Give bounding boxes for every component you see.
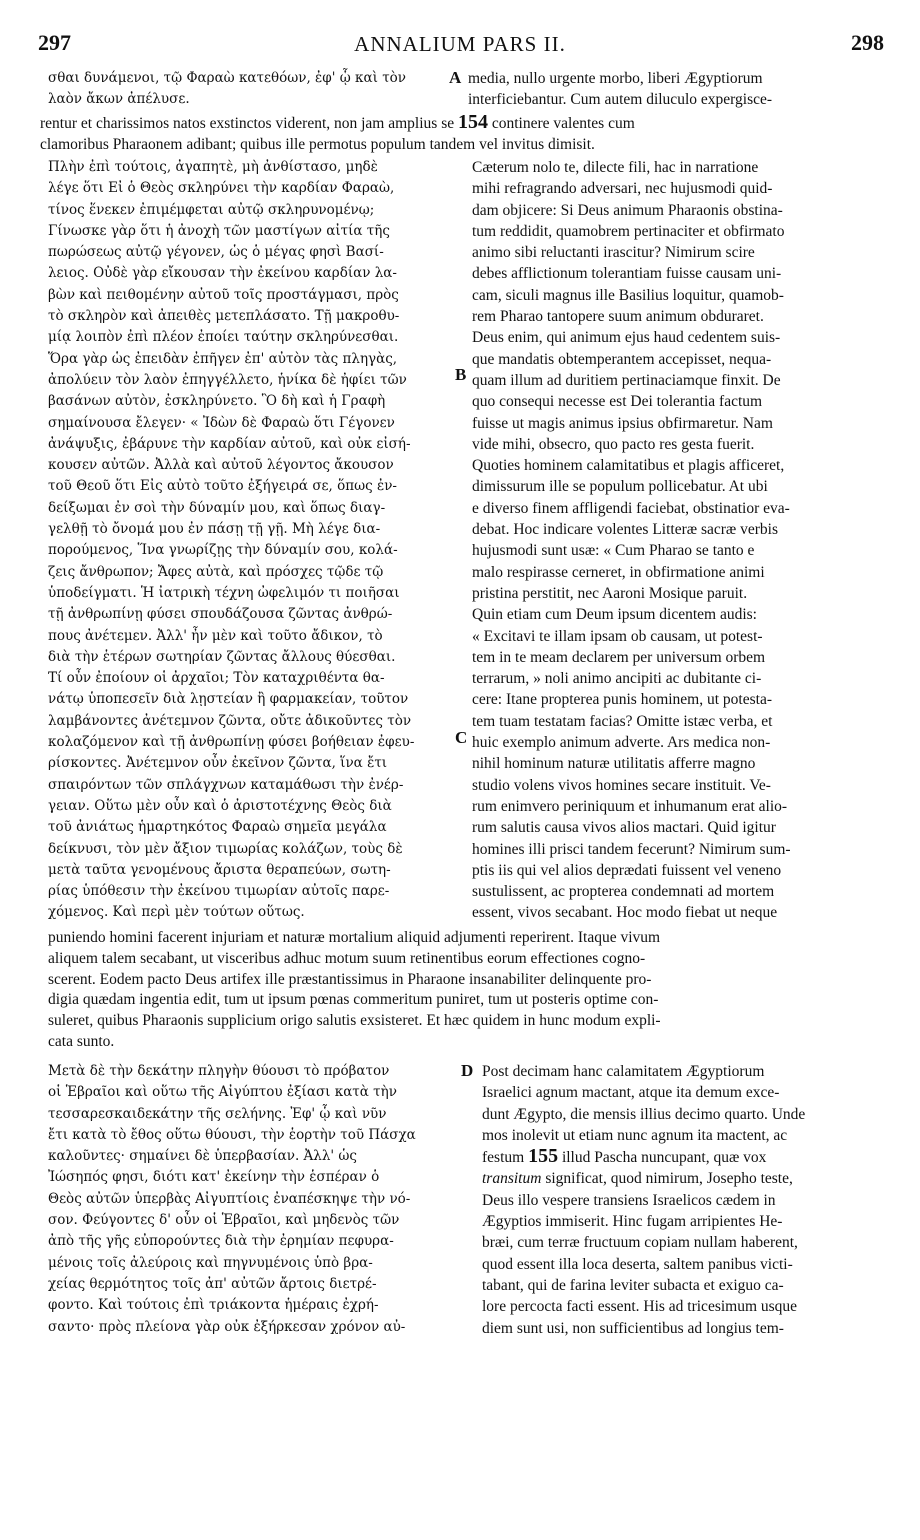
- text-line: interficiebantur. Cum autem diluculo expergisce-: [468, 91, 773, 109]
- text-line: Quoties hominem calamitatibus et plagis afficeret,: [472, 457, 785, 475]
- text-line: essent, vivos secabant. Hoc modo fiebat ut neque: [472, 904, 778, 922]
- text-line: Μετὰ δὲ τὴν δεκάτην πληγὴν θύουσι τὸ πρόβατον: [48, 1063, 390, 1079]
- text-line: τεσσαρεσκαιδεκάτην τῆς σελήνης. Ἐφ' ᾧ καὶ νῦν: [48, 1105, 387, 1122]
- text-line: media, nullo urgente morbo, liberi Ægyptiorum: [468, 70, 763, 87]
- text-line: ρίσκοντες. Ἀνέτεμνον οὖν ἐκεῖνον ζῶντα, ἵνα ἔτι: [48, 755, 388, 772]
- text-line: Israelici agnum mactant, atque ita demum exce-: [482, 1084, 780, 1102]
- text-line: diem sunt usi, non sufficientibus ad longius tem-: [482, 1319, 784, 1337]
- margin-marker-c: C: [455, 728, 468, 747]
- text-line: ἀπὸ τῆς γῆς εὐπορούντες διὰ τὴν ἐρημίαν πεφυρα-: [48, 1233, 394, 1250]
- text-line: σον. Φεύγοντες δ' οὖν οἱ Ἑβραῖοι, καὶ μηδενὸς τῶν: [48, 1212, 400, 1229]
- text-line: tem tuam testatam facias? Omitte istæc verba, et: [472, 712, 773, 730]
- text-line: aliquem talem secabant, ut visceribus adhuc motum suum retinentibus eorum effectiones cogno-: [48, 949, 646, 967]
- page-header: [30, 30, 890, 64]
- text-line: λειος. Οὐδὲ γὰρ εἴκουσαν τὴν ἐκείνου καρδίαν λα-: [48, 265, 397, 282]
- text-line: σημαίνουσα ἔλεγεν· « Ἰδὼν δὲ Φαραὼ ὅτι Γέγονεν: [48, 414, 395, 431]
- text-line: huic exemplo animum adverte. Ars medica non-: [472, 734, 771, 752]
- text-line: σθαι δυνάμενοι, τῷ Φαραὼ κατεθόων, ἐφ' ᾧ καὶ τὸν: [48, 70, 406, 86]
- text-line: debes afflictionum tolerantiam fuisse causam uni-: [472, 265, 782, 283]
- text-line: τὸ σκληρὸν καὶ ἀπειθὲς μετεπλάσατο. Τῇ μακροθυ-: [48, 308, 400, 325]
- text-line: Τί οὖν ἐποίουν οἱ ἀρχαῖοι; Τὸν καταχριθέντα θα-: [48, 670, 385, 687]
- text-line: Ægyptios immiserit. Hinc fugam arripientes He-: [482, 1213, 783, 1231]
- text-line: δείξωμαι ἐν σοὶ τὴν δύναμίν μου, καὶ ὅπως διαγ-: [48, 499, 386, 516]
- text-line: δείκνυσι, τὸν μὲν ἄξιον τιμωρίας κολάζων, τοὺς δὲ: [48, 840, 403, 857]
- text-line: Post decimam hanc calamitatem Ægyptiorum: [482, 1063, 765, 1080]
- text-line: quo consequi necesse est Dei tolerantia factum: [472, 393, 763, 411]
- text-line: quod essent illa loca deserta, saltem panibus victi-: [482, 1255, 793, 1273]
- text-line: βὼν καὶ πειθομένην αὐτοῦ τοῖς προστάγμασι, πρὸς: [48, 286, 399, 303]
- text-line: sustulissent, ac propterea condemnati ad mortem: [472, 883, 775, 901]
- text-line: ρίας ὑπόθεσιν τὴν ἐκείνου τιμωρίαν αὐτοῖς παρε-: [48, 883, 390, 900]
- text-line: χόμενος. Καὶ περὶ μὲν τούτων οὕτως.: [48, 904, 305, 921]
- text-line: κουσεν αὐτῶν. Ἀλλὰ καὶ αὐτοῦ λέγοντος ἄκουσον: [48, 457, 394, 474]
- text-line: dam objicere: Si Deus animum Pharaonis obstina-: [472, 201, 783, 219]
- text-line: Cæterum nolo te, dilecte fili, hac in narratione: [472, 159, 759, 176]
- text-line: cere: Itane propterea punis hominem, ut potesta-: [472, 691, 772, 709]
- text-line: Ὅρα γὰρ ὡς ἐπειδὰν ἐπῆγεν ἐπ' αὐτὸν τὰς πληγὰς,: [48, 350, 398, 367]
- text-line: suleret, quibus Pharaonis supplicium origo salutis exsisteret. Et hæc quidem in hunc modum expli-: [48, 1012, 661, 1030]
- text-line: σαντο· πρὸς πλείονα γὰρ οὐκ ἐξήρκεσαν χρόνον αὐ-: [48, 1318, 406, 1335]
- text-line: ἀπολύειν τὸν λαὸν ἐπηγγέλλετο, ἡνίκα δὲ ἠφίει τῶν: [48, 371, 407, 388]
- text-line: γειαν. Οὕτω μὲν οὖν καὶ ὁ ἀριστοτέχνης Θεὸς διὰ: [48, 797, 392, 814]
- text-line: tabant, qui de farina leviter subacta et exiguo ca-: [482, 1276, 784, 1294]
- greek-column-bottom: [48, 1061, 456, 1338]
- text-line: σπαιρόντων τῶν σπλάγχνων καταμάθωσι τὴν ἐνέρ-: [48, 776, 404, 793]
- text-line: μένοις τοῖς ἀλεύροις καὶ πηγνυμένοις ὑπὸ βρα-: [48, 1254, 373, 1271]
- text-line: ptis iis qui vel alios deprædati fuissent vel veneno: [472, 861, 782, 879]
- text-line: terrarum, » noli animo ancipiti ac dubitante ci-: [472, 670, 762, 688]
- text-line: transitum significat, quod nimirum, Josepho teste,: [482, 1170, 793, 1188]
- text-line: χείας θερμότητος τοῖς ἀπ' αὐτῶν ἄρτοις διετρέ-: [48, 1275, 377, 1292]
- column-number: 154: [458, 112, 488, 133]
- text-line: puniendo homini facerent injuriam et naturæ mortalium aliquid adjumenti reperirent. Itaque vivum: [48, 929, 661, 946]
- text-line: nihil hominum naturæ utilitatis afferre magno: [472, 755, 756, 773]
- full-width-paragraph-top: [40, 112, 890, 156]
- text-line: καλοῦντες· σημαίνει δὲ ὑπερβασίαν. Ἀλλ' ὡς: [48, 1148, 357, 1165]
- text-line: μετὰ ταῦτα γενομένους ἄριστα θεραπεύων, σωτη-: [48, 861, 391, 878]
- greek-continuation: [48, 68, 443, 111]
- text-line: clamoribus Pharaonem adibant; quibus ille permotus populum tandem vel invitus dimisit.: [40, 135, 595, 153]
- text-line: tem in te meam declarem per universum orbem: [472, 648, 766, 666]
- text-line: Deus illo vespere transiens Israelicos cædem in: [482, 1191, 776, 1209]
- text-line: dimissurum ille se populum pollicebatur. At ubi: [472, 478, 768, 496]
- text-line: πωρώσεως αὐτῷ γέγονεν, ὡς ὁ μέγας φησὶ Βασί-: [48, 244, 384, 261]
- text-line: τοῦ ἀνιάτως ἡμαρτηκότος Φαραὼ σημεῖα μεγάλα: [48, 819, 387, 836]
- column-number: 155: [528, 1146, 559, 1168]
- text-line: Quin etiam cum Deum ipsum dicentem audis:: [472, 606, 757, 624]
- text-line: digia quædam ingentia edit, tum ut ipsum pœnas commeritum puniret, tum ut posteris optime con-: [48, 991, 659, 1009]
- latin-continuation: [468, 68, 888, 111]
- text-line: rentur et charissimos natos exstinctos viderent, non jam amplius se 154 continere valentes cum: [40, 112, 635, 133]
- margin-marker-d: D: [461, 1061, 474, 1080]
- running-title: ANNALIUM PARS II.: [354, 32, 566, 56]
- text-line: μίᾳ λοιπὸν ἐπὶ πλέον ἐποίει ταύτην σκληρύνεσθαι.: [48, 329, 399, 346]
- latin-column-main: [472, 157, 890, 924]
- text-line: λαὸν ἄκων ἀπέλυσε.: [48, 91, 190, 108]
- full-width-paragraph-bottom: [48, 928, 890, 1053]
- text-line: τοῦ Θεοῦ ὅτι Εἰς αὐτὸ τοῦτο ἐξήγειρά σε, ὅπως ἐν-: [48, 478, 397, 495]
- text-line: e diverso finem affligendi faciebat, obstinatior eva-: [472, 499, 790, 517]
- text-line: debat. Hoc indicare volentes Litteræ sacræ verbis: [472, 521, 779, 539]
- text-line: quam illum ad duritiem pertinaciamque finxit. De: [472, 371, 781, 389]
- text-line: cata sunto.: [48, 1032, 115, 1050]
- text-line: dunt Ægypto, die mensis illius decimo quarto. Unde: [482, 1105, 806, 1123]
- text-line: Θεὸς αὐτῶν ὑπερβὰς Αἰγυπτίοις ἐναπέσκηψε τὴν νό-: [48, 1190, 411, 1207]
- text-line: rum enimvero periniquum et inhumanum erat alio-: [472, 797, 788, 815]
- text-line: γελθῇ τὸ ὄνομά μου ἐν πάσῃ τῇ γῇ. Μὴ λέγε δια-: [48, 521, 381, 538]
- text-line: πους ἀνέτεμεν. Ἀλλ' ἦν μὲν καὶ τοῦτο ἄδικον, τὸ: [48, 627, 383, 644]
- page-number-right: 298: [851, 30, 884, 55]
- text-line: rum salutis causa vivos alios mactari. Quid igitur: [472, 819, 776, 837]
- page-number-left: 297: [38, 30, 71, 55]
- margin-marker-b: B: [455, 365, 467, 384]
- text-line: ἔτι κατὰ τὸ ἔθος οὕτω θύουσι, τὴν ἑορτὴν τοῦ Πάσχα: [48, 1126, 416, 1143]
- text-line: malo respirasse cerneret, in obfirmatione animi: [472, 563, 765, 581]
- text-line: que mandatis obtemperantem accepisset, nequa-: [472, 350, 772, 368]
- text-line: scerent. Eodem pacto Deus artifex ille præstantissimus in Pharaone insanabiliter delinquente pro-: [48, 970, 652, 988]
- text-line: νάτῳ ὑποπεσεῖν διὰ λῃστείαν ἢ φαρμακείαν, τοῦτον: [48, 691, 409, 708]
- text-line: pristina perstitit, nec Aaroni Mosique paruit.: [472, 584, 748, 602]
- text-line: τῇ ἀνθρωπίνῃ φύσει σπουδάζουσα ζῶντας ἀνθρώ-: [48, 606, 393, 623]
- text-line: « Excitavi te illam ipsam ob causam, ut potest-: [472, 627, 763, 645]
- text-line: animo sibi reluctanti irascitur? Nimirum scire: [472, 244, 755, 262]
- text-line: διὰ τὴν ἑτέρων σωτηρίαν ζῶντας ἄλλους θύεσθαι.: [48, 648, 396, 665]
- text-line: τίνος ἕνεκεν ἐπιμέμφεται αὐτῷ σκληρυνομένῳ;: [48, 201, 375, 218]
- text-line: οἱ Ἑβραῖοι καὶ οὕτω τῆς Αἰγύπτου ἐξίασι κατὰ τὴν: [48, 1084, 397, 1101]
- text-line: πορούμενος, Ἵνα γνωρίζῃς τὴν δύναμίν σου, κολά-: [48, 542, 398, 559]
- text-line: festum 155 illud Pascha nuncupant, quæ vox: [482, 1146, 767, 1168]
- text-line: rem Pharao tantopere suum animum obduraret.: [472, 308, 764, 326]
- greek-column-main: [48, 157, 443, 924]
- text-line: fuisse ut magis animus ipsius obfirmaretur. Nam: [472, 414, 773, 432]
- text-line: Deus enim, qui animum ejus haud cedentem suis-: [472, 329, 781, 347]
- text-line: ζεις ἄνθρωπον; Ἄφες αὐτὰ, καὶ πρόσχες τῷδε τῷ: [48, 563, 384, 580]
- text-line: mihi refragrando adversari, nec hujusmodi quid-: [472, 180, 773, 198]
- text-line: Ἰώσηπός φησι, διότι κατ' ἐκείνην τὴν ἑσπέραν ὁ: [48, 1169, 380, 1186]
- text-line: lore percocta facti essent. His ad tricesimum usque: [482, 1298, 798, 1316]
- text-line: κολαζόμενον καὶ τῇ ἀνθρωπίνῃ φύσει βοήθειαν ἐφευ-: [48, 734, 415, 751]
- latin-column-bottom: [482, 1061, 890, 1339]
- text-line: vide mihi, obsecro, quo pacto res gesta fuerit.: [472, 435, 755, 453]
- text-line: studio volens vivos homines secare instituit. Ve-: [472, 776, 771, 794]
- text-line: φοντο. Καὶ τούτοις ἐπὶ τριάκοντα ἡμέραις ἐχρή-: [48, 1297, 379, 1314]
- text-line: Πλὴν ἐπὶ τούτοις, ἀγαπητὲ, μὴ ἀνθίστασο, μηδὲ: [48, 159, 378, 175]
- text-line: bræi, cum terræ fructuum copiam nullam haberent,: [482, 1234, 798, 1252]
- text-line: tum reddidit, quamobrem pertinaciter et obfirmato: [472, 222, 785, 240]
- text-line: mos inolevit ut etiam nunc agnum ita mactent, ac: [482, 1126, 788, 1144]
- text-line: λέγε ὅτι Εἰ ὁ Θεὸς σκληρύνει τὴν καρδίαν Φαραὼ,: [48, 180, 395, 197]
- margin-marker-a: A: [449, 68, 462, 87]
- text-line: hujusmodi sunt usæ: « Cum Pharao se tanto e: [472, 542, 755, 560]
- text-line: ἀνάψυξις, ἐβάρυνε τὴν καρδίαν αὐτοῦ, καὶ οὐκ εἰσή-: [48, 435, 411, 452]
- text-line: ὑποδείγματι. Ἡ ἰατρικὴ τέχνη ὠφελιμόν τι ποιῆσαι: [48, 584, 400, 601]
- text-line: βασάνων αὐτὸν, ἐσκληρύνετο. Ὃ δὴ καὶ ἡ Γραφὴ: [48, 393, 386, 410]
- text-line: λαμβάνοντες ἀνέτεμνον ζῶντα, οὔτε ἀδικοῦντες τὸν: [48, 712, 412, 729]
- text-line: homines illi prisci tandem fecerunt? Nimirum sum-: [472, 840, 791, 858]
- text-line: cam, siculi magnus ille Basilius loquitur, quamob-: [472, 286, 784, 304]
- text-line: Γίνωσκε γὰρ ὅτι ἡ ἀνοχὴ τῶν μαστίγων αἰτία τῆς: [48, 222, 390, 239]
